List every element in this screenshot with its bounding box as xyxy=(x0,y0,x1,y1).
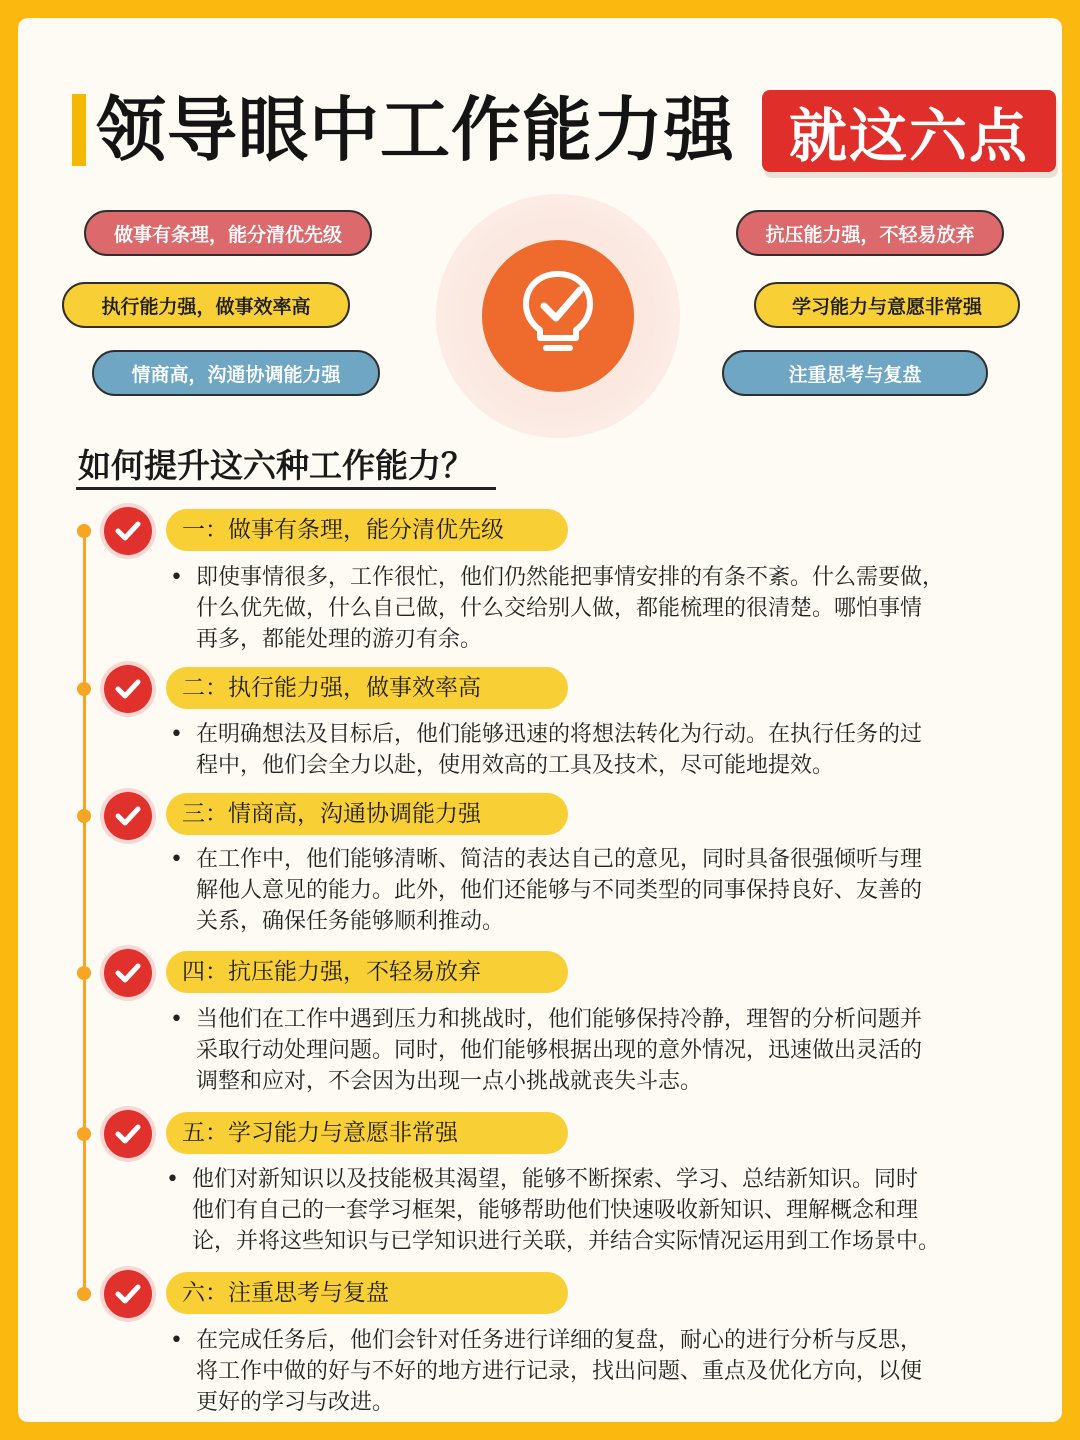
section-heading-3: 三：情商高，沟通协调能力强 xyxy=(166,793,568,835)
body-line: 论，并将这些知识与已学知识进行关联，并结合实际情况运用到工作场景中。 xyxy=(192,1229,941,1254)
check-icon xyxy=(104,1270,152,1318)
section-body-1 xyxy=(196,562,1046,655)
check-icon xyxy=(104,665,152,713)
body-line: 调整和应对，不会因为出现一点小挑战就丧失斗志。 xyxy=(196,1069,703,1094)
timeline-dot xyxy=(77,809,91,823)
section-body-3 xyxy=(196,844,1046,937)
check-icon xyxy=(104,792,152,840)
pill-learning: 学习能力与意愿非常强 xyxy=(754,282,1020,328)
body-line: 什么优先做，什么自己做，什么交给别人做，都能梳理的很清楚。哪怕事情 xyxy=(196,596,923,621)
body-line: 解他人意见的能力。此外，他们还能够与不同类型的同事保持良好、友善的 xyxy=(196,878,923,903)
pill-resilience: 抗压能力强，不轻易放弃 xyxy=(736,210,1004,256)
section-body-2 xyxy=(196,719,1046,781)
timeline-dot xyxy=(77,1287,91,1301)
title-accent-bar xyxy=(72,94,86,166)
body-line: 程中，他们会全力以赴，使用效高的工具及技术，尽可能地提效。 xyxy=(196,753,835,778)
body-line: 再多，都能处理的游刃有余。 xyxy=(196,627,483,652)
body-line: 他们有自己的一套学习框架，能够帮助他们快速吸收新知识、理解概念和理 xyxy=(192,1198,919,1223)
pill-communication: 情商高，沟通协调能力强 xyxy=(92,350,380,396)
check-icon xyxy=(104,507,152,555)
section-heading-1: 一：做事有条理，能分清优先级 xyxy=(166,509,568,551)
page-title: 领导眼中工作能力强 xyxy=(96,89,735,171)
timeline-dot xyxy=(77,682,91,696)
section-heading-2: 二：执行能力强，做事效率高 xyxy=(166,667,568,709)
timeline-dot xyxy=(77,966,91,980)
section-body-6 xyxy=(196,1325,1046,1418)
pill-execution: 执行能力强，做事效率高 xyxy=(62,282,350,328)
timeline-line xyxy=(83,530,86,1292)
section-heading-4: 四：抗压能力强，不轻易放弃 xyxy=(166,951,568,993)
bullet-point: • xyxy=(170,847,183,872)
body-line: 当他们在工作中遇到压力和挑战时，他们能够保持冷静，理智的分析问题并 xyxy=(196,1007,923,1032)
body-line: 在完成任务后，他们会针对任务进行详细的复盘，耐心的进行分析与反思， xyxy=(196,1328,923,1353)
pill-organized: 做事有条理，能分清优先级 xyxy=(84,210,372,256)
section-subtitle: 如何提升这六种工作能力？ xyxy=(78,446,474,485)
lightbulb-check-icon xyxy=(518,268,598,358)
poster-card xyxy=(18,18,1062,1422)
section-heading-6: 六：注重思考与复盘 xyxy=(166,1272,568,1314)
body-line: 更好的学习与改进。 xyxy=(196,1390,395,1415)
body-line: 在工作中，他们能够清晰、简洁的表达自己的意见，同时具备很强倾听与理 xyxy=(196,847,923,872)
body-line: 即使事情很多，工作很忙，他们仍然能把事情安排的有条不紊。什么需要做， xyxy=(196,565,945,590)
title-badge: 就这六点 xyxy=(762,90,1056,172)
body-line: 将工作中做的好与不好的地方进行记录，找出问题、重点及优化方向，以便 xyxy=(196,1359,923,1384)
section-body-5 xyxy=(192,1164,1042,1257)
subtitle-underline xyxy=(76,487,496,490)
timeline-dot xyxy=(77,524,91,538)
section-heading-5: 五：学习能力与意愿非常强 xyxy=(166,1112,568,1154)
body-line: 在明确想法及目标后，他们能够迅速的将想法转化为行动。在执行任务的过 xyxy=(196,722,923,747)
body-line: 他们对新知识以及技能极其渴望，能够不断探索、学习、总结新知识。同时 xyxy=(192,1167,919,1192)
body-line: 关系，确保任务能够顺利推动。 xyxy=(196,909,505,934)
check-icon xyxy=(104,949,152,997)
section-body-4 xyxy=(196,1004,1046,1097)
bullet-point: • xyxy=(170,722,183,747)
bullet-point: • xyxy=(170,1328,183,1353)
body-line: 采取行动处理问题。同时，他们能够根据出现的意外情况，迅速做出灵活的 xyxy=(196,1038,923,1063)
check-icon xyxy=(104,1110,152,1158)
bullet-point: • xyxy=(170,1007,183,1032)
pill-reflection: 注重思考与复盘 xyxy=(722,350,988,396)
bullet-point: • xyxy=(166,1167,179,1192)
bullet-point: • xyxy=(170,565,183,590)
timeline-dot xyxy=(77,1127,91,1141)
